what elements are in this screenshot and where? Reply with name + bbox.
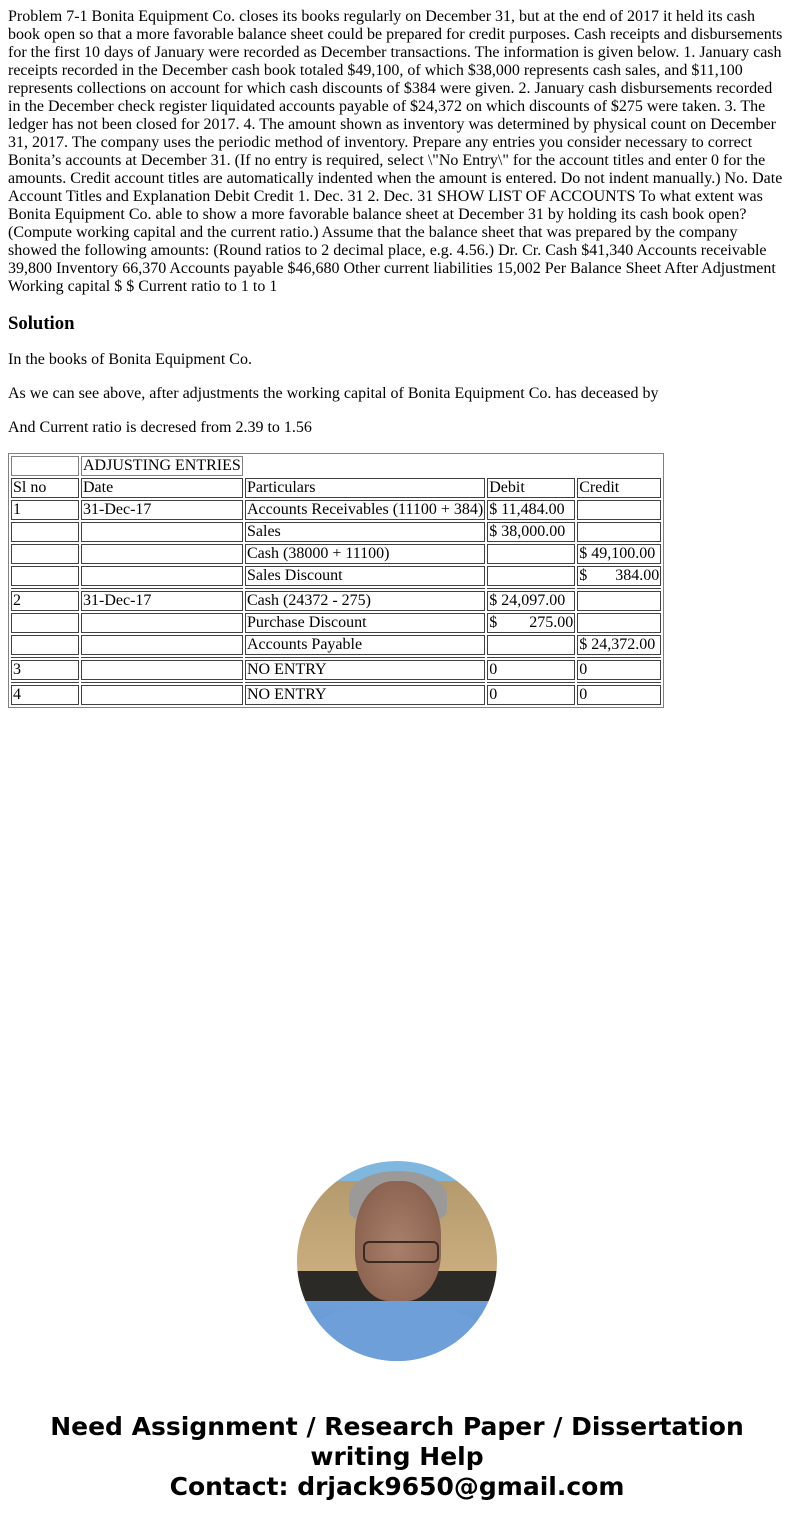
debit-amount: 0 <box>489 686 498 703</box>
table-cell <box>245 456 661 476</box>
problem-statement: Problem 7-1 Bonita Equipment Co. closes its books regularly on December 31, but at the end of 2017 it held its cash book open so that a more favorable balance sheet could be prepared for credit purposes. Cash receipts and disbursements for the first 10 days of January were recorded as December transactions. The information is given below. 1. January cash receipts recorded in the December cash book totaled $49,100, of which $38,000 represents cash sales, and $11,100 represents collections on account for which cash discounts of $384 were given. 2. January cash disbursements recorded in the December check register liquidated accounts payable of $24,372 on which discounts of $275 were taken. 3. The ledger has not been closed for 2017. 4. The amount shown as inventory was determined by physical count on December 31, 2017. The company uses the periodic method of inventory. Prepare any entries you consider necessary to correct Bonita’s accounts at December 31. (If no entry is required, select \"No Entry\" for the account titles and enter 0 for the amounts. Credit account titles are automatically indented when the amount is entered. Do not indent manually.) No. Date Account Titles and Explanation Debit Credit 1. Dec. 31 2. Dec. 31 SHOW LIST OF ACCOUNTS To what extent was Bonita Equipment Co. able to show a more favorable balance sheet at December 31 by holding its cash book open? (Compute working capital and the current ratio.) Assume that the balance sheet that was prepared by the company showed the following amounts: (Round ratios to 2 decimal place, e.g. 4.56.) Dr. Cr. Cash $41,340 Accounts receivable 39,800 Inventory 66,370 Accounts payable $46,680 Other current liabilities 15,002 Per Balance Sheet After Adjustment Working capital $ $ Current ratio to 1 to 1 <box>8 8 783 295</box>
cell-credit <box>577 591 661 611</box>
cell-particulars: Cash (24372 - 275) <box>245 591 485 611</box>
cell-particulars: NO ENTRY <box>245 685 485 705</box>
cell-sl-no <box>11 566 79 586</box>
credit-amount: 24,372.00 <box>591 636 656 653</box>
currency-symbol: $ <box>489 501 498 518</box>
header-sl-no: Sl no <box>11 478 79 498</box>
table-header-row <box>11 478 661 498</box>
promo-line-1: Need Assignment / Research Paper / Dissertation <box>50 1412 744 1441</box>
table-title-row <box>11 456 661 476</box>
cell-sl-no: 2 <box>11 591 79 611</box>
header-credit: Credit <box>577 478 661 498</box>
debit-amount: 24,097.00 <box>501 592 566 609</box>
cell-particulars: Accounts Payable <box>245 635 485 655</box>
table-row <box>11 591 661 611</box>
cell-sl-no: 4 <box>11 685 79 705</box>
cell-debit <box>487 635 575 655</box>
currency-symbol: $ <box>579 636 588 653</box>
table-row <box>11 613 661 633</box>
cell-date <box>81 613 243 633</box>
working-capital-note: As we can see above, after adjustments the working capital of Bonita Equipment Co. has deceased by <box>8 385 659 402</box>
currency-symbol: $ <box>489 614 498 631</box>
current-ratio-note: And Current ratio is decresed from 2.39 to 1.56 <box>8 419 312 436</box>
currency-symbol: $ <box>489 592 498 609</box>
cell-credit <box>577 544 661 564</box>
currency-symbol: $ <box>579 567 588 584</box>
cell-sl-no: 3 <box>11 660 79 680</box>
author-avatar <box>297 1161 497 1361</box>
credit-amount: 49,100.00 <box>591 545 656 562</box>
entry-separator <box>11 588 661 589</box>
cell-particulars: Sales <box>245 522 485 542</box>
debit-amount: 38,000.00 <box>501 523 566 540</box>
cell-debit <box>487 544 575 564</box>
adjusting-entries-table <box>8 453 664 708</box>
cell-debit <box>487 522 575 542</box>
cell-particulars: NO ENTRY <box>245 660 485 680</box>
header-date: Date <box>81 478 243 498</box>
cell-sl-no <box>11 635 79 655</box>
promo-line-2: writing Help <box>310 1442 484 1471</box>
currency-symbol: $ <box>489 523 498 540</box>
cell-particulars: Sales Discount <box>245 566 485 586</box>
cell-debit <box>487 660 575 680</box>
promo-banner <box>0 1412 794 1502</box>
table-row <box>11 566 661 586</box>
debit-amount: 0 <box>489 661 498 678</box>
cell-date <box>81 566 243 586</box>
table-row <box>11 635 661 655</box>
cell-sl-no <box>11 613 79 633</box>
table-row <box>11 522 661 542</box>
cell-particulars: Cash (38000 + 11100) <box>245 544 485 564</box>
cell-debit <box>487 500 575 520</box>
table-row <box>11 500 661 520</box>
table-row <box>11 685 661 705</box>
credit-amount: 0 <box>579 661 588 678</box>
entry-separator <box>11 682 661 683</box>
cell-particulars: Accounts Receivables (11100 + 384) <box>247 501 484 518</box>
cell-credit <box>577 685 661 705</box>
cell-debit <box>487 685 575 705</box>
table-row <box>11 660 661 680</box>
cell-credit <box>577 566 661 586</box>
cell-date <box>81 685 243 705</box>
document-body <box>0 8 794 708</box>
credit-amount: 384.00 <box>615 567 660 584</box>
cell-debit <box>487 613 575 633</box>
cell-sl-no <box>11 544 79 564</box>
cell-credit <box>577 613 661 633</box>
currency-symbol: $ <box>579 545 588 562</box>
cell-credit <box>577 500 661 520</box>
cell-credit <box>577 635 661 655</box>
cell-date <box>81 522 243 542</box>
table-title: ADJUSTING ENTRIES <box>81 456 243 476</box>
table-row <box>11 544 661 564</box>
solution-heading: Solution <box>8 313 75 334</box>
entry-separator <box>11 657 661 658</box>
credit-amount: 0 <box>579 686 588 703</box>
cell-debit <box>487 591 575 611</box>
cell-debit <box>487 566 575 586</box>
cell-date: 31-Dec-17 <box>81 591 243 611</box>
cell-credit <box>577 660 661 680</box>
debit-amount: 11,484.00 <box>501 501 565 518</box>
cell-date <box>81 660 243 680</box>
cell-sl-no: 1 <box>11 500 79 520</box>
header-debit: Debit <box>487 478 575 498</box>
table-cell <box>11 456 79 476</box>
cell-particulars: Purchase Discount <box>245 613 485 633</box>
cell-date <box>81 544 243 564</box>
cell-date: 31-Dec-17 <box>81 500 243 520</box>
header-particulars: Particulars <box>245 478 485 498</box>
solution-intro: In the books of Bonita Equipment Co. <box>8 351 252 368</box>
debit-amount: 275.00 <box>529 614 574 631</box>
cell-sl-no <box>11 522 79 542</box>
cell-credit <box>577 522 661 542</box>
promo-contact: Contact: drjack9650@gmail.com <box>169 1472 625 1501</box>
cell-date <box>81 635 243 655</box>
